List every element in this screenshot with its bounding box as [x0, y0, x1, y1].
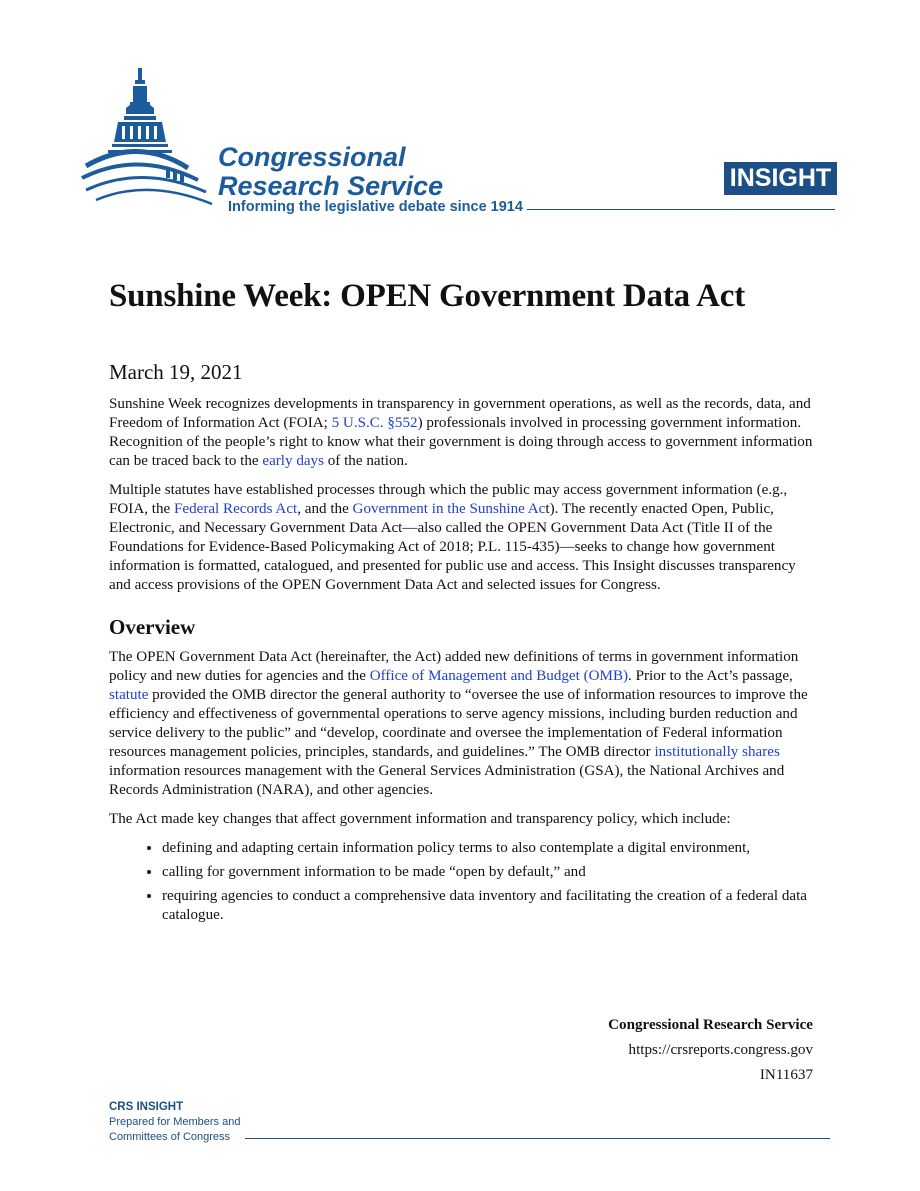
key-changes-list [109, 839, 814, 925]
footer-divider [245, 1138, 830, 1139]
list-item: • requiring agencies to conduct a comprehensive data inventory and facilitating the creation of a federal data catalogue. [162, 887, 814, 925]
link-statute[interactable]: statute [109, 687, 149, 703]
crs-insight-label: CRS INSIGHT [109, 1101, 184, 1113]
header-divider [527, 209, 835, 210]
link-omb[interactable]: Office of Management and Budget (OMB) [369, 668, 629, 684]
brand-line-1: Congressional [218, 142, 406, 172]
section-heading-overview: Overview [109, 615, 196, 639]
footer-org: Congressional Research Service [608, 1017, 813, 1033]
text-run: . Prior to the Act’s passage, [628, 668, 793, 684]
prepared-line-1: Prepared for Members and [109, 1116, 241, 1128]
page-title: Sunshine Week: OPEN Government Data Act [109, 278, 746, 314]
text-run: ) professionals involved in processing government information. Recognition of the people’s right to know what their government is doing through access to government information can be traced back to the [109, 415, 813, 469]
link-5-usc-552[interactable]: 5 U.S.C. §552 [331, 415, 418, 431]
text-run: provided the OMB director the general authority to “oversee the use of information resources to improve the efficiency and effectiveness of governmental operations to serve agency missions, including burden reduction and service delivery to the public” and “develop, coordinate and oversee the implementation of Federal information resources management policies, principles, standards, and guidelines.” The OMB director [109, 687, 808, 760]
report-id: IN11637 [759, 1067, 813, 1083]
paragraph-overview [109, 648, 814, 800]
text-run: The OPEN Government Data Act (hereinafter, the Act) added new definitions of terms in government information policy and new duties for agencies and the [109, 649, 799, 684]
report-footer [520, 1013, 813, 1088]
capitol-dome-logo-icon [78, 66, 218, 216]
prepared-line-2: Committees of Congress [109, 1131, 231, 1143]
insight-badge: INSIGHT [724, 162, 837, 195]
footer-url[interactable]: https://crsreports.congress.gov [628, 1042, 813, 1058]
list-item: • calling for government information to be made “open by default,” and [162, 863, 814, 882]
paragraph-statutes [109, 481, 814, 595]
link-institutionally-shares[interactable]: institutionally shares [654, 744, 780, 760]
text-run: Multiple statutes have established processes through which the public may access government information (e.g., FOIA, the [109, 482, 788, 517]
list-item: • defining and adapting certain information policy terms to also contemplate a digital environment, [162, 839, 814, 858]
brand-tagline: Informing the legislative debate since 1914 [228, 199, 523, 215]
brand-line-2: Research Service [218, 171, 444, 201]
paragraph-key-changes: The Act made key changes that affect government information and transparency policy, which include: [109, 811, 731, 827]
link-federal-records-act[interactable]: Federal Records Act [173, 501, 298, 517]
text-run: , and the [297, 501, 353, 517]
text-run: t). The recently enacted Open, Public, Electronic, and Necessary Government Data Act—also called the OPEN Government Data Act (Title II of the Foundations for Evidence-Based Policymaking Act of 2018; P.L. 115-435)—seeks to change how government information is formatted, catalogued, and presented for public use and access. This Insight discusses transparency and access provisions of the OPEN Government Data Act and selected issues for Congress. [109, 501, 796, 593]
text-run: information resources management with the General Services Administration (GSA), the National Archives and Records Administration (NARA), and other agencies. [109, 763, 785, 798]
brand-name [218, 143, 443, 201]
publication-date: March 19, 2021 [109, 360, 243, 384]
document-body [109, 395, 814, 930]
paragraph-intro [109, 395, 814, 471]
text-run: of the nation. [323, 453, 408, 469]
link-sunshine-act[interactable]: Government in the Sunshine Ac [352, 501, 546, 517]
crs-insight-footer [109, 1100, 240, 1145]
link-early-days[interactable]: early days [262, 453, 324, 469]
text-run: Sunshine Week recognizes developments in transparency in government operations, as well as the records, data, and Freedom of Information Act (FOIA; [109, 396, 811, 431]
